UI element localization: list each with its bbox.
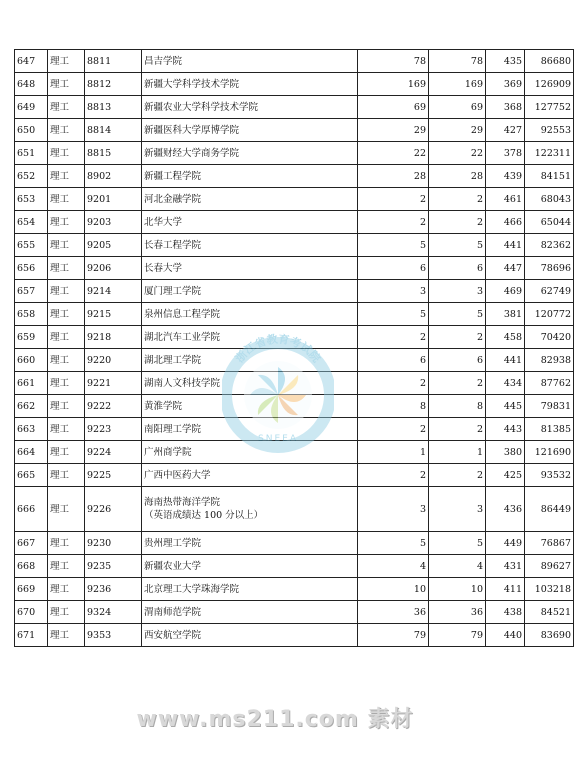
cell-rank: 122311 bbox=[525, 142, 574, 165]
cell-seq: 667 bbox=[15, 532, 48, 555]
cell-score: 381 bbox=[486, 303, 525, 326]
cell-n1: 78 bbox=[358, 50, 429, 73]
cell-score: 469 bbox=[486, 280, 525, 303]
cell-n1: 2 bbox=[358, 418, 429, 441]
cell-cat: 理工 bbox=[48, 578, 85, 601]
cell-seq: 671 bbox=[15, 624, 48, 647]
cell-n1: 2 bbox=[358, 211, 429, 234]
cell-seq: 670 bbox=[15, 601, 48, 624]
table-row bbox=[15, 96, 574, 119]
cell-rank: 86449 bbox=[525, 487, 574, 532]
cell-code: 9215 bbox=[85, 303, 142, 326]
cell-seq: 655 bbox=[15, 234, 48, 257]
cell-seq: 664 bbox=[15, 441, 48, 464]
cell-score: 425 bbox=[486, 464, 525, 487]
cell-name: 新疆医科大学厚博学院 bbox=[142, 119, 358, 142]
cell-code: 9324 bbox=[85, 601, 142, 624]
cell-name: 新疆财经大学商务学院 bbox=[142, 142, 358, 165]
cell-score: 411 bbox=[486, 578, 525, 601]
cell-seq: 658 bbox=[15, 303, 48, 326]
cell-n2: 22 bbox=[429, 142, 486, 165]
cell-n1: 28 bbox=[358, 165, 429, 188]
cell-score: 427 bbox=[486, 119, 525, 142]
table-row bbox=[15, 395, 574, 418]
table-row bbox=[15, 73, 574, 96]
cell-name: 厦门理工学院 bbox=[142, 280, 358, 303]
table-row bbox=[15, 257, 574, 280]
cell-code: 9223 bbox=[85, 418, 142, 441]
cell-seq: 654 bbox=[15, 211, 48, 234]
cell-n2: 79 bbox=[429, 624, 486, 647]
cell-score: 436 bbox=[486, 487, 525, 532]
cell-rank: 62749 bbox=[525, 280, 574, 303]
cell-score: 439 bbox=[486, 165, 525, 188]
cell-cat: 理工 bbox=[48, 280, 85, 303]
cell-code: 8812 bbox=[85, 73, 142, 96]
site-watermark: www.ms211.com 素材 bbox=[136, 707, 414, 732]
table-row bbox=[15, 418, 574, 441]
cell-cat: 理工 bbox=[48, 303, 85, 326]
cell-name: 北华大学 bbox=[142, 211, 358, 234]
cell-rank: 126909 bbox=[525, 73, 574, 96]
cell-name-line: 海南热带海洋学院 bbox=[144, 497, 221, 508]
cell-n2: 5 bbox=[429, 303, 486, 326]
cell-seq: 668 bbox=[15, 555, 48, 578]
table-row bbox=[15, 211, 574, 234]
cell-rank: 79831 bbox=[525, 395, 574, 418]
watermark-arc-text: 浙江省教育考试院 bbox=[232, 332, 324, 365]
cell-code: 8811 bbox=[85, 50, 142, 73]
cell-seq: 661 bbox=[15, 372, 48, 395]
cell-seq: 648 bbox=[15, 73, 48, 96]
cell-seq: 653 bbox=[15, 188, 48, 211]
cell-name: 新疆农业大学 bbox=[142, 555, 358, 578]
cell-n2: 10 bbox=[429, 578, 486, 601]
cell-code: 9236 bbox=[85, 578, 142, 601]
cell-n1: 4 bbox=[358, 555, 429, 578]
cell-score: 438 bbox=[486, 601, 525, 624]
cell-score: 440 bbox=[486, 624, 525, 647]
cell-score: 380 bbox=[486, 441, 525, 464]
cell-n1: 5 bbox=[358, 234, 429, 257]
table-row bbox=[15, 555, 574, 578]
cell-score: 378 bbox=[486, 142, 525, 165]
cell-score: 445 bbox=[486, 395, 525, 418]
table-row bbox=[15, 349, 574, 372]
cell-n1: 6 bbox=[358, 257, 429, 280]
cell-n2: 2 bbox=[429, 372, 486, 395]
cell-name: 泉州信息工程学院 bbox=[142, 303, 358, 326]
cell-name: 广州商学院 bbox=[142, 441, 358, 464]
cell-seq: 666 bbox=[15, 487, 48, 532]
cell-seq: 657 bbox=[15, 280, 48, 303]
cell-name: 新疆工程学院 bbox=[142, 165, 358, 188]
cell-code: 9218 bbox=[85, 326, 142, 349]
table-row bbox=[15, 280, 574, 303]
cell-rank: 84151 bbox=[525, 165, 574, 188]
cell-code: 9230 bbox=[85, 532, 142, 555]
cell-code: 9222 bbox=[85, 395, 142, 418]
cell-n1: 2 bbox=[358, 372, 429, 395]
cell-cat: 理工 bbox=[48, 326, 85, 349]
cell-cat: 理工 bbox=[48, 601, 85, 624]
cell-code: 9224 bbox=[85, 441, 142, 464]
cell-code: 9221 bbox=[85, 372, 142, 395]
table-row bbox=[15, 601, 574, 624]
cell-cat: 理工 bbox=[48, 555, 85, 578]
cell-cat: 理工 bbox=[48, 96, 85, 119]
cell-name: 渭南师范学院 bbox=[142, 601, 358, 624]
cell-n1: 29 bbox=[358, 119, 429, 142]
cell-code: 9353 bbox=[85, 624, 142, 647]
cell-cat: 理工 bbox=[48, 532, 85, 555]
cell-n2: 2 bbox=[429, 211, 486, 234]
cell-n2: 2 bbox=[429, 418, 486, 441]
table-row bbox=[15, 441, 574, 464]
cell-rank: 92553 bbox=[525, 119, 574, 142]
cell-n2: 78 bbox=[429, 50, 486, 73]
cell-name: 黄淮学院 bbox=[142, 395, 358, 418]
cell-name: 河北金融学院 bbox=[142, 188, 358, 211]
cell-n2: 3 bbox=[429, 487, 486, 532]
cell-score: 369 bbox=[486, 73, 525, 96]
cell-code: 9201 bbox=[85, 188, 142, 211]
cell-code: 9220 bbox=[85, 349, 142, 372]
cell-cat: 理工 bbox=[48, 418, 85, 441]
cell-n1: 22 bbox=[358, 142, 429, 165]
table-row bbox=[15, 165, 574, 188]
cell-n1: 79 bbox=[358, 624, 429, 647]
cell-cat: 理工 bbox=[48, 188, 85, 211]
cell-name: 西安航空学院 bbox=[142, 624, 358, 647]
cell-n1: 8 bbox=[358, 395, 429, 418]
cell-name: 昌吉学院 bbox=[142, 50, 358, 73]
cell-n1: 69 bbox=[358, 96, 429, 119]
cell-cat: 理工 bbox=[48, 165, 85, 188]
cell-n1: 5 bbox=[358, 532, 429, 555]
cell-n2: 4 bbox=[429, 555, 486, 578]
table-row bbox=[15, 487, 574, 532]
cell-code: 9205 bbox=[85, 234, 142, 257]
cell-rank: 70420 bbox=[525, 326, 574, 349]
cell-score: 449 bbox=[486, 532, 525, 555]
cell-code: 9214 bbox=[85, 280, 142, 303]
cell-score: 368 bbox=[486, 96, 525, 119]
cell-cat: 理工 bbox=[48, 73, 85, 96]
admission-table-container bbox=[14, 49, 571, 647]
cell-seq: 669 bbox=[15, 578, 48, 601]
cell-name: 新疆农业大学科学技术学院 bbox=[142, 96, 358, 119]
cell-seq: 651 bbox=[15, 142, 48, 165]
cell-n2: 169 bbox=[429, 73, 486, 96]
cell-cat: 理工 bbox=[48, 487, 85, 532]
cell-cat: 理工 bbox=[48, 441, 85, 464]
cell-n2: 69 bbox=[429, 96, 486, 119]
cell-name: 湖北理工学院 bbox=[142, 349, 358, 372]
cell-seq: 652 bbox=[15, 165, 48, 188]
cell-rank: 87762 bbox=[525, 372, 574, 395]
cell-name: 长春大学 bbox=[142, 257, 358, 280]
cell-n1: 10 bbox=[358, 578, 429, 601]
cell-score: 435 bbox=[486, 50, 525, 73]
cell-n2: 2 bbox=[429, 188, 486, 211]
cell-score: 458 bbox=[486, 326, 525, 349]
cell-rank: 78696 bbox=[525, 257, 574, 280]
cell-cat: 理工 bbox=[48, 624, 85, 647]
cell-n2: 29 bbox=[429, 119, 486, 142]
cell-cat: 理工 bbox=[48, 349, 85, 372]
table-row bbox=[15, 119, 574, 142]
table-row bbox=[15, 578, 574, 601]
cell-n1: 3 bbox=[358, 487, 429, 532]
cell-n1: 5 bbox=[358, 303, 429, 326]
cell-n2: 5 bbox=[429, 532, 486, 555]
cell-cat: 理工 bbox=[48, 234, 85, 257]
cell-n1: 6 bbox=[358, 349, 429, 372]
cell-n1: 1 bbox=[358, 441, 429, 464]
table-row bbox=[15, 303, 574, 326]
cell-code: 8814 bbox=[85, 119, 142, 142]
cell-score: 447 bbox=[486, 257, 525, 280]
table-row bbox=[15, 464, 574, 487]
admission-table-body bbox=[15, 50, 574, 647]
cell-cat: 理工 bbox=[48, 372, 85, 395]
cell-code: 8902 bbox=[85, 165, 142, 188]
cell-rank: 86680 bbox=[525, 50, 574, 73]
cell-code: 8813 bbox=[85, 96, 142, 119]
cell-seq: 665 bbox=[15, 464, 48, 487]
cell-n1: 2 bbox=[358, 464, 429, 487]
cell-name: 新疆大学科学技术学院 bbox=[142, 73, 358, 96]
cell-score: 431 bbox=[486, 555, 525, 578]
cell-name-note: （英语成绩达 100 分以上） bbox=[144, 510, 264, 521]
cell-n2: 6 bbox=[429, 349, 486, 372]
cell-cat: 理工 bbox=[48, 50, 85, 73]
cell-n1: 36 bbox=[358, 601, 429, 624]
cell-name: 长春工程学院 bbox=[142, 234, 358, 257]
cell-rank: 103218 bbox=[525, 578, 574, 601]
cell-seq: 663 bbox=[15, 418, 48, 441]
cell-rank: 84521 bbox=[525, 601, 574, 624]
cell-n2: 5 bbox=[429, 234, 486, 257]
cell-code: 9203 bbox=[85, 211, 142, 234]
cell-seq: 662 bbox=[15, 395, 48, 418]
cell-cat: 理工 bbox=[48, 464, 85, 487]
cell-cat: 理工 bbox=[48, 211, 85, 234]
cell-name: 南阳理工学院 bbox=[142, 418, 358, 441]
cell-n2: 3 bbox=[429, 280, 486, 303]
cell-name: 湖南人文科技学院 bbox=[142, 372, 358, 395]
admission-table bbox=[14, 49, 574, 647]
cell-rank: 120772 bbox=[525, 303, 574, 326]
cell-seq: 659 bbox=[15, 326, 48, 349]
cell-score: 441 bbox=[486, 349, 525, 372]
cell-seq: 650 bbox=[15, 119, 48, 142]
cell-n2: 8 bbox=[429, 395, 486, 418]
cell-cat: 理工 bbox=[48, 142, 85, 165]
cell-rank: 68043 bbox=[525, 188, 574, 211]
cell-seq: 649 bbox=[15, 96, 48, 119]
table-row bbox=[15, 234, 574, 257]
cell-n1: 169 bbox=[358, 73, 429, 96]
cell-code: 9225 bbox=[85, 464, 142, 487]
cell-code: 9206 bbox=[85, 257, 142, 280]
cell-rank: 81385 bbox=[525, 418, 574, 441]
cell-code: 8815 bbox=[85, 142, 142, 165]
cell-n2: 6 bbox=[429, 257, 486, 280]
table-row bbox=[15, 326, 574, 349]
cell-rank: 127752 bbox=[525, 96, 574, 119]
cell-rank: 83690 bbox=[525, 624, 574, 647]
table-row bbox=[15, 372, 574, 395]
watermark-abbr: SNEEA bbox=[258, 434, 298, 444]
cell-code: 9235 bbox=[85, 555, 142, 578]
cell-seq: 660 bbox=[15, 349, 48, 372]
table-row bbox=[15, 188, 574, 211]
cell-n2: 2 bbox=[429, 326, 486, 349]
cell-rank: 121690 bbox=[525, 441, 574, 464]
cell-score: 461 bbox=[486, 188, 525, 211]
cell-cat: 理工 bbox=[48, 395, 85, 418]
cell-n1: 3 bbox=[358, 280, 429, 303]
table-row bbox=[15, 532, 574, 555]
cell-code: 9226 bbox=[85, 487, 142, 532]
cell-n2: 2 bbox=[429, 464, 486, 487]
cell-n2: 36 bbox=[429, 601, 486, 624]
cell-name bbox=[142, 487, 358, 532]
cell-seq: 647 bbox=[15, 50, 48, 73]
cell-cat: 理工 bbox=[48, 119, 85, 142]
cell-n2: 28 bbox=[429, 165, 486, 188]
cell-name: 北京理工大学珠海学院 bbox=[142, 578, 358, 601]
cell-n1: 2 bbox=[358, 188, 429, 211]
cell-name: 广西中医药大学 bbox=[142, 464, 358, 487]
cell-rank: 82362 bbox=[525, 234, 574, 257]
cell-rank: 82938 bbox=[525, 349, 574, 372]
table-row bbox=[15, 50, 574, 73]
cell-score: 443 bbox=[486, 418, 525, 441]
cell-score: 434 bbox=[486, 372, 525, 395]
cell-score: 441 bbox=[486, 234, 525, 257]
cell-n1: 2 bbox=[358, 326, 429, 349]
cell-rank: 76867 bbox=[525, 532, 574, 555]
cell-n2: 1 bbox=[429, 441, 486, 464]
table-row bbox=[15, 624, 574, 647]
cell-score: 466 bbox=[486, 211, 525, 234]
cell-name: 湖北汽车工业学院 bbox=[142, 326, 358, 349]
cell-rank: 65044 bbox=[525, 211, 574, 234]
cell-name: 贵州理工学院 bbox=[142, 532, 358, 555]
cell-rank: 89627 bbox=[525, 555, 574, 578]
table-row bbox=[15, 142, 574, 165]
cell-seq: 656 bbox=[15, 257, 48, 280]
cell-cat: 理工 bbox=[48, 257, 85, 280]
cell-rank: 93532 bbox=[525, 464, 574, 487]
